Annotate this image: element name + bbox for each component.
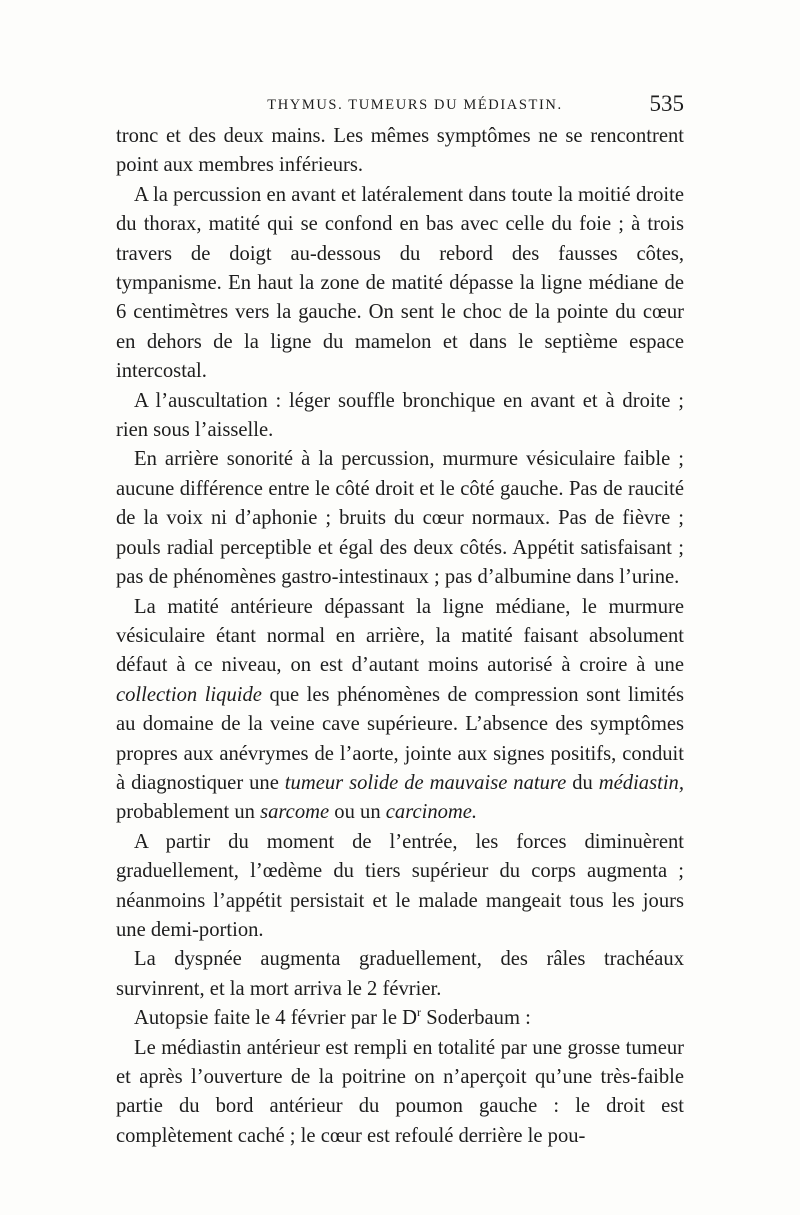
body-text: [116, 122, 684, 1151]
italic-phrase: sarcome: [260, 801, 330, 824]
text-segment: ou un: [329, 801, 386, 824]
running-title: THYMUS. TUMEURS DU MÉDIASTIN.: [267, 97, 563, 113]
running-head: [116, 93, 684, 123]
text-segment: A la percussion en avant et latéralement dans toute la moitié droite du thorax, matité qui se confond en bas avec celle du foie ; à trois travers de doigt au-dessous du rebord des fausses côtes, tympanisme. En haut la zone de matité dépasse la ligne médiane de 6 centimètres vers la gauche. On sent le choc de la pointe du cœur en dehors de la ligne du mamelon et dans le septième espace intercostal.: [116, 183, 684, 383]
paragraph: [116, 445, 684, 592]
text-segment: A partir du moment de l’entrée, les forces diminuèrent graduellement, l’œdème du tiers supérieur du corps augmenta ; néanmoins l’appétit persistait et le malade mangeait tous les jours une demi-portion.: [116, 830, 684, 941]
text-segment: Autopsie faite le 4 février par le D: [134, 1007, 418, 1030]
text-segment: probablement un: [116, 801, 261, 824]
italic-phrase: tumeur solide de mauvaise nature: [284, 771, 567, 794]
text-segment: que les phénomènes de compression sont limités au domaine de la veine cave supérieure. L’absence des symptômes propres aux anévrymes de l’aorte, jointe aux signes positifs, conduit à diagnostiquer une: [116, 683, 685, 794]
superscript: r: [417, 1005, 422, 1020]
paragraph: [116, 828, 684, 946]
italic-phrase: carcinome.: [385, 801, 478, 824]
paragraph: [116, 1034, 684, 1152]
text-segment: Soderbaum :: [421, 1007, 531, 1030]
paragraph: [116, 387, 684, 446]
paragraph: [116, 945, 684, 1004]
text-segment: La dyspnée augmenta graduellement, des râles trachéaux survinrent, et la mort arriva le 2 février.: [116, 948, 684, 1000]
text-segment: Le médiastin antérieur est rempli en totalité par une grosse tumeur et après l’ouverture de la poitrine on n’aperçoit qu’une très-faible partie du bord antérieur du poumon gauche : le droit est complètement caché ; le cœur est refoulé derrière le pou-: [116, 1036, 684, 1147]
paragraph: [116, 181, 684, 387]
text-segment: du: [566, 771, 599, 794]
italic-phrase: médiastin,: [598, 771, 684, 794]
italic-phrase: collection liquide: [116, 683, 262, 706]
paragraph: [116, 593, 684, 828]
text-segment: tronc et des deux mains. Les mêmes symptômes ne se rencontrent point aux membres inférieurs.: [116, 125, 684, 177]
paragraph: [116, 1004, 684, 1033]
text-segment: A l’auscultation : léger souffle bronchique en avant et à droite ; rien sous l’aisselle.: [116, 389, 684, 442]
paragraph: [116, 122, 684, 181]
page-number: 535: [649, 91, 684, 116]
text-segment: La matité antérieure dépassant la ligne médiane, le murmure vésiculaire étant normal en arrière, la matité faisant absolument défaut à ce niveau, on est d’autant moins autorisé à croire à une: [116, 595, 684, 677]
text-segment: En arrière sonorité à la percussion, murmure vésiculaire faible ; aucune différence entre le côté droit et le côté gauche. Pas de raucité de la voix ni d’aphonie ; bruits du cœur normaux. Pas de fièvre ; pouls radial perceptible et égal des deux côtés. Appétit satisfaisant ; pas de phénomènes gastro-intestinaux ; pas d’albumine dans l’urine.: [116, 448, 684, 589]
